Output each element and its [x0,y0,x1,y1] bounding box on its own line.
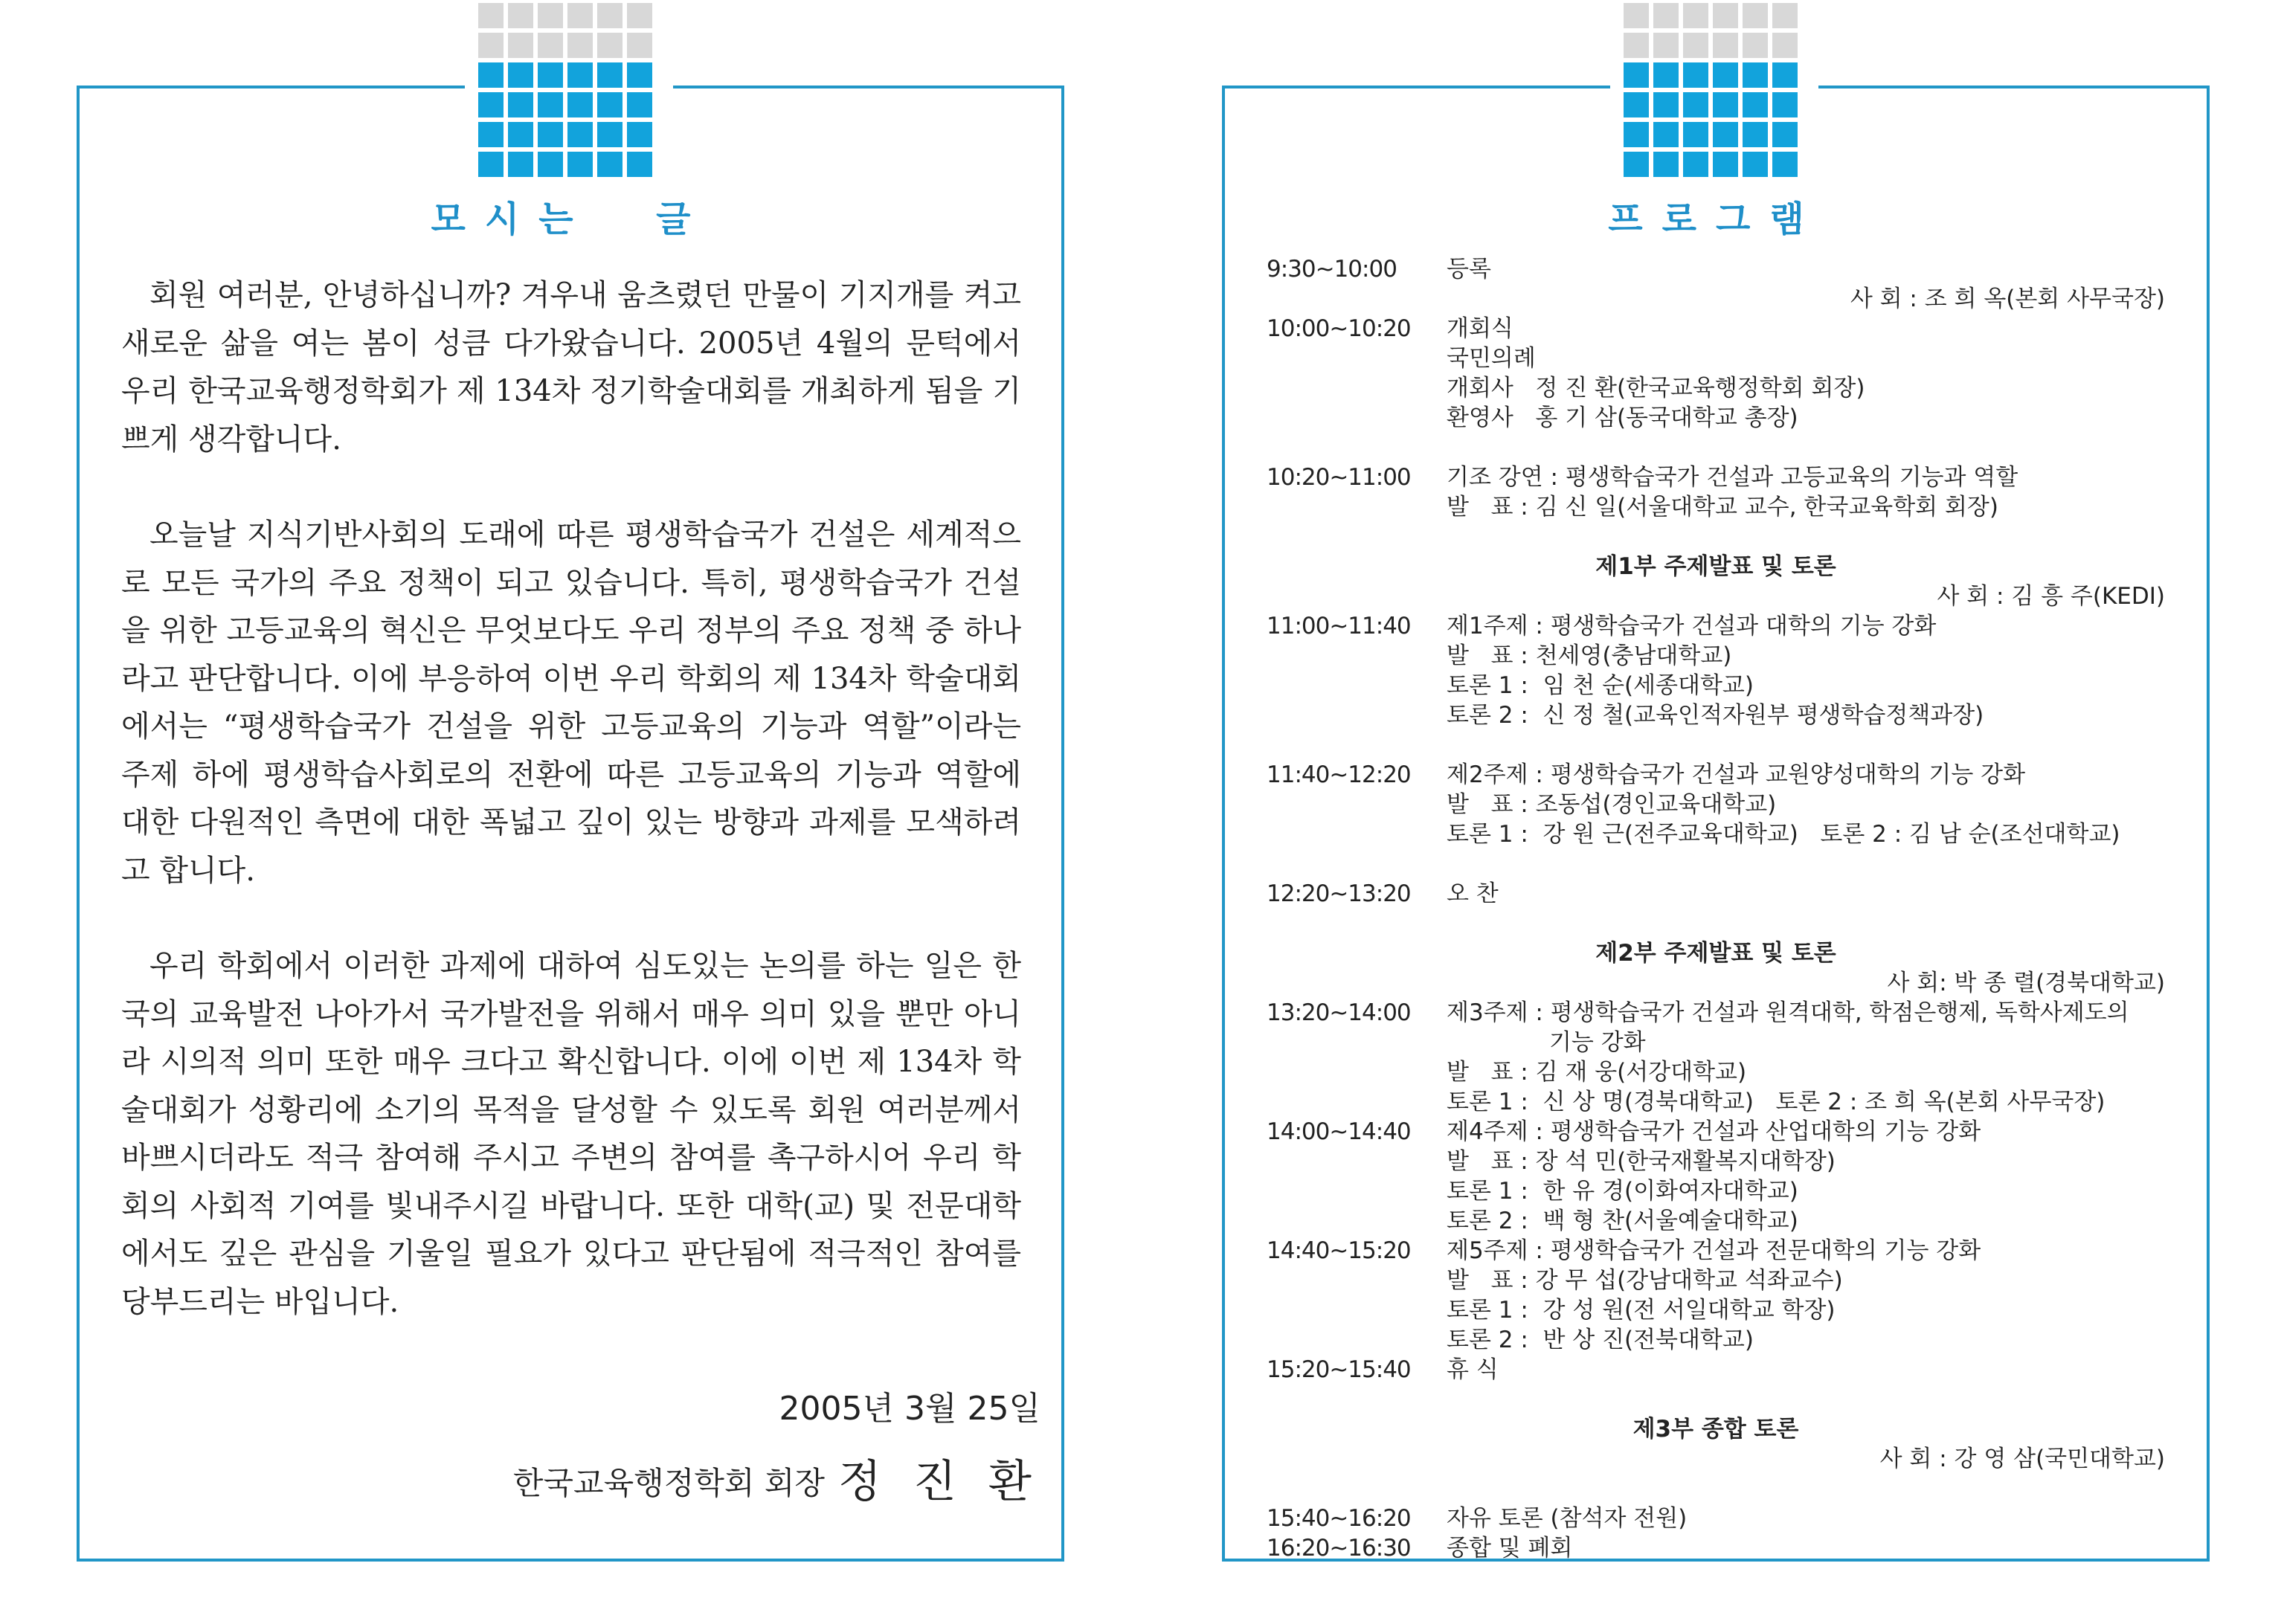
program-item: 제5주제 : 평생학습국가 건설과 전문대학의 기능 강화 [1447,1237,1981,1264]
program-section-title: 제3부 종합 토론 [1632,1416,1799,1443]
program-item: 제2주제 : 평생학습국가 건설과 교원양성대학의 기능 강화 [1447,761,2026,788]
program-time: 14:40~15:20 [1267,1237,1411,1264]
program-section-title: 제1부 주제발표 및 토론 [1595,553,1836,580]
program-item: 휴 식 [1447,1356,1499,1383]
program-item: 토론 1 : 강 원 근(전주교육대학교) 토론 2 : 김 남 순(조선대학교) [1447,821,2120,848]
program-time: 9:30~10:00 [1267,256,1397,283]
program-item: 환영사 홍 기 삼(동국대학교 총장) [1447,405,1798,431]
letter-date: 2005년 3월 25일 [779,1390,1040,1428]
program-item: 자유 토론 (참석자 전원) [1447,1505,1688,1532]
program-item: 발 표 : 김 재 웅(서강대학교) [1447,1059,1747,1086]
program-moderator: 사 회 : 조 희 옥(본회 사무국장) [1850,286,2165,312]
program-time: 14:00~14:40 [1267,1118,1411,1145]
program-item: 토론 1 : 강 성 원(전 서일대학교 학장) [1447,1297,1836,1324]
program-item: 오 찬 [1447,880,1499,907]
program-item: 토론 2 : 반 상 진(전북대학교) [1447,1327,1754,1353]
program-time: 15:20~15:40 [1267,1356,1411,1383]
program-time: 10:00~10:20 [1267,315,1411,342]
program-item: 종합 및 폐회 [1447,1535,1573,1562]
program-time: 13:20~14:00 [1267,999,1411,1026]
program-item: 개회사 정 진 환(한국교육행정학회 회장) [1447,375,1865,402]
program-time: 11:00~11:40 [1267,613,1411,639]
program-item: 발 표 : 장 석 민(한국재활복지대학장) [1447,1148,1836,1175]
program-time: 15:40~16:20 [1267,1505,1411,1532]
program-item: 토론 1 : 신 상 명(경북대학교) 토론 2 : 조 희 옥(본회 사무국장) [1447,1089,2106,1115]
program-moderator: 사 회: 박 종 렬(경북대학교) [1887,970,2165,996]
program-item: 제1주제 : 평생학습국가 건설과 대학의 기능 강화 [1447,613,1937,639]
program-item: 기능 강화 [1447,1029,1646,1056]
program-item: 발 표 : 조동섭(경인교육대학교) [1447,791,1777,818]
letter-heading: 모시는 글 [431,199,710,240]
signer-name: 정 진 환 [837,1456,1040,1508]
program-heading: 프로그램 [1608,199,1824,240]
signer-title: 한국교육행정학회 회장 [512,1465,825,1501]
program-section-title: 제2부 주제발표 및 토론 [1595,940,1836,967]
program-item: 발 표 : 천세영(충남대학교) [1447,642,1732,669]
program-item: 토론 2 : 신 정 철(교육인적자원부 평생학습정책과장) [1447,702,1984,729]
program-moderator: 사 회 : 김 흥 주(KEDI) [1937,583,2165,610]
program-time: 16:20~16:30 [1267,1535,1411,1562]
program-moderator: 사 회 : 강 영 삼(국민대학교) [1879,1446,2165,1472]
program-item: 토론 1 : 한 유 경(이화여자대학교) [1447,1178,1798,1205]
program-item: 토론 1 : 임 천 순(세종대학교) [1447,672,1754,699]
program-item: 발 표 : 김 신 일(서울대학교 교수, 한국교육학회 회장) [1447,494,1998,521]
program-time: 12:20~13:20 [1267,880,1411,907]
program-item: 기조 강연 : 평생학습국가 건설과 고등교육의 기능과 역할 [1447,464,2018,491]
program-item: 제3주제 : 평생학습국가 건설과 원격대학, 학점은행제, 독학사제도의 [1447,999,2129,1026]
program-time: 10:20~11:00 [1267,464,1411,491]
program-item: 발 표 : 강 무 섭(강남대학교 석좌교수) [1447,1267,1843,1294]
program-item: 제4주제 : 평생학습국가 건설과 산업대학의 기능 강화 [1447,1118,1981,1145]
letter-paragraph: 오늘날 지식기반사회의 도래에 따른 평생학습국가 건설은 세계적으로 모든 국가의 주요 정책이 되고 있습니다. 특히, 평생학습국가 건설을 위한 고등교육의 혁신은 무엇보다도 우리 정부의 주요 정책 중 하나라고 판단합니다. 이에 부응하여 이번 우리 학회의 제 134차 학술대회에서는 “평생학습국가 건설을 위한 고등교육의 기능과 역할”이라는 주제 하에 평생학습사회로의 전환에 따른 고등교육의 기능과 역할에 대한 다원적인 측면에 대한 폭넓고 깊이 있는 방향과 과제를 모색하려고 합니다. [121,518,1021,888]
letter-paragraph: 우리 학회에서 이러한 과제에 대하여 심도있는 논의를 하는 일은 한국의 교육발전 나아가서 국가발전을 위해서 매우 의미 있을 뿐만 아니라 시의적 의미 또한 매우 크다고 확신합니다. 이에 이번 제 134차 학술대회가 성황리에 소기의 목적을 달성할 수 있도록 회원 여러분께서 바쁘시더라도 적극 참여해 주시고 주변의 참여를 촉구하시어 우리 학회의 사회적 기여를 빛내주시길 바랍니다. 또한 대학(교) 및 전문대학에서도 깊은 관심을 기울일 필요가 있다고 판단됨에 적극적인 참여를 당부드리는 바입니다. [121,949,1021,1319]
program-item: 국민의례 [1447,345,1536,372]
program-time: 11:40~12:20 [1267,761,1411,788]
letter-paragraph: 회원 여러분, 안녕하십니까? 겨우내 움츠렸던 만물이 기지개를 켜고 새로운 삶을 여는 봄이 성큼 다가왔습니다. 2005년 4월의 문턱에서 우리 한국교육행정학회가 제 134차 정기학술대회를 개최하게 됨을 기쁘게 생각합니다. [121,278,1021,457]
program-item: 토론 2 : 백 형 찬(서울예술대학교) [1447,1208,1798,1234]
program-item: 개회식 [1447,315,1513,342]
program-item: 등록 [1447,256,1491,283]
